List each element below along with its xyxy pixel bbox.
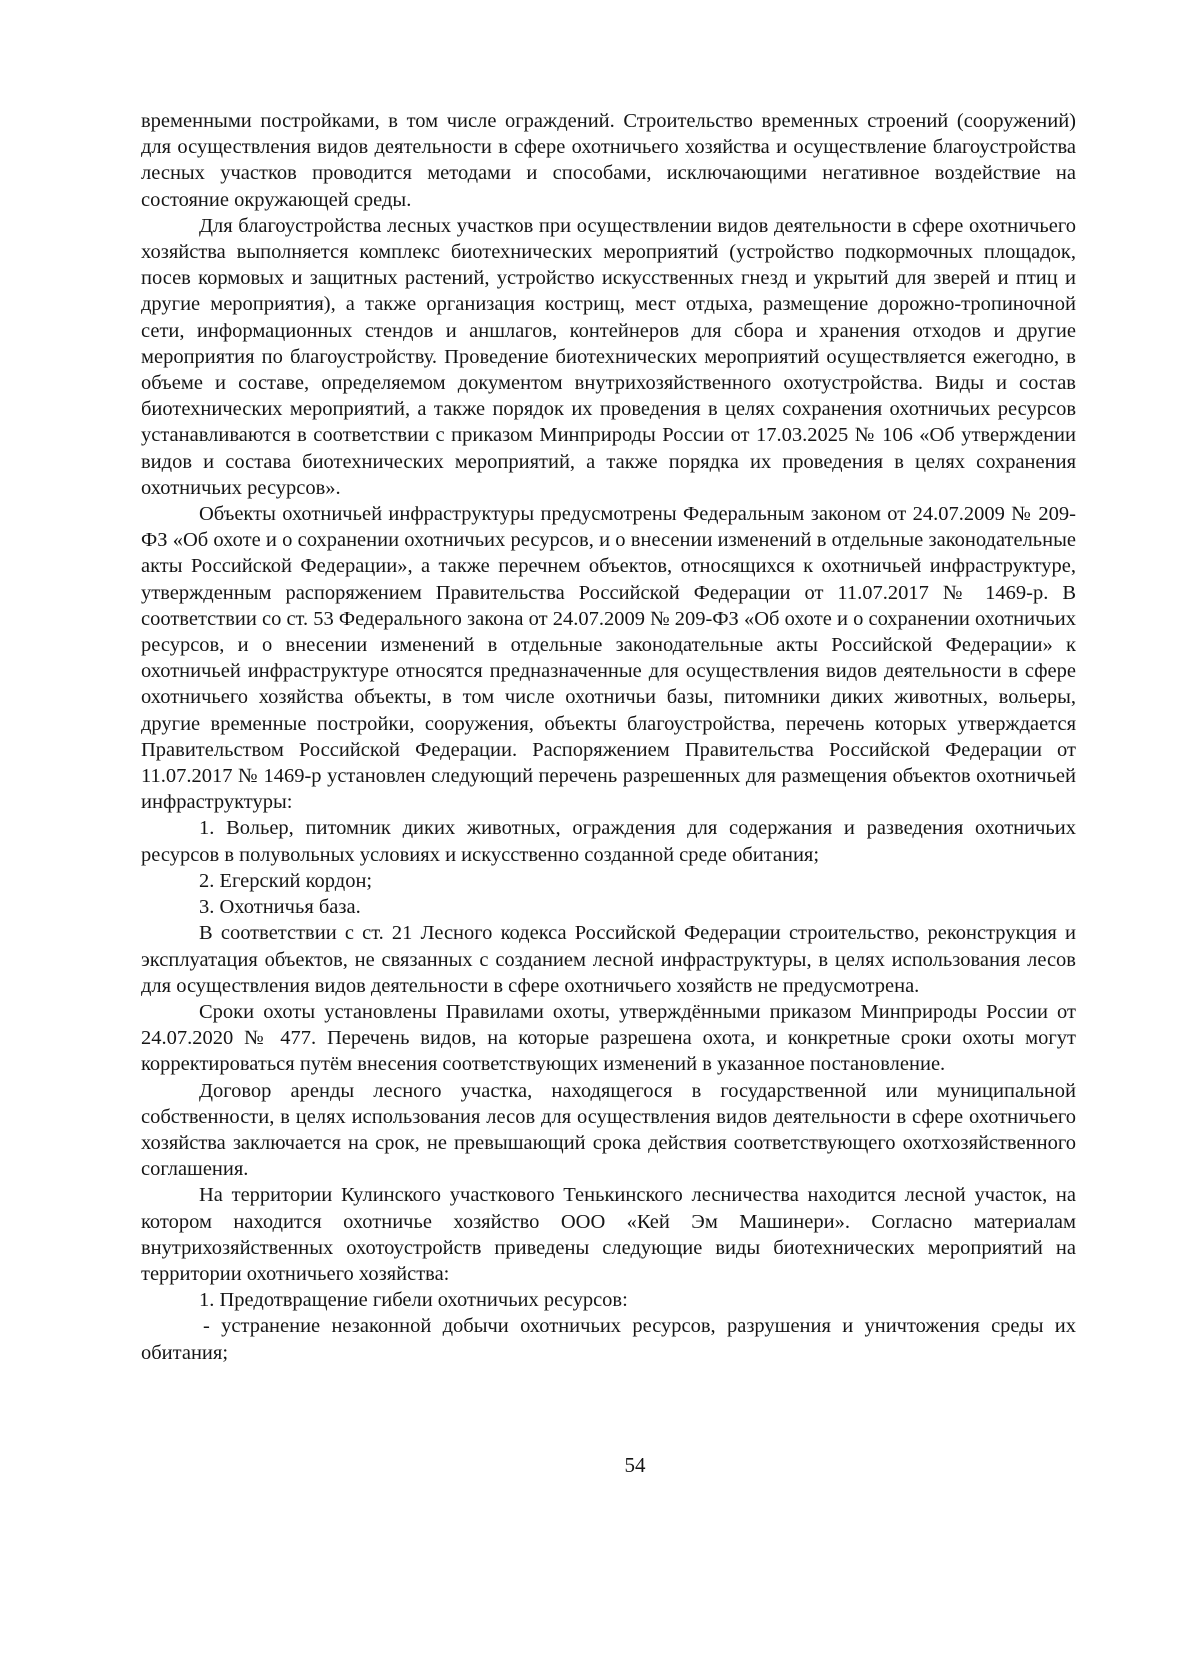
list-item: 2. Егерский кордон; bbox=[199, 869, 373, 892]
list-item: 1. Вольер, питомник диких животных, ограждения для содержания и разведения охотничьих ресурсов в полувольных условиях и искусственно созданной среде обитания; bbox=[141, 817, 1076, 866]
list-item: 1. Предотвращение гибели охотничьих ресурсов: bbox=[199, 1289, 628, 1312]
list-item: 3. Охотничья база. bbox=[199, 896, 361, 919]
paragraph: На территории Кулинского участкового Тенькинского лесничества находится лесной участок, на котором находится охотничье хозяйство ООО «Кей Эм Машинери». Согласно материалам внутрихозяйственных охотоустройств приведены следующие виды биотехнических мероприятий на территории охотничьего хозяйства: bbox=[141, 1184, 1076, 1285]
paragraph: временными постройками, в том числе ограждений. Строительство временных строений (сооружений) для осуществления видов деятельности в сфере охотничьего хозяйства и осуществление благоустройства лесных участков проводится методами и способами, исключающими негативное воздействие на состояние окружающей среды. bbox=[141, 110, 1076, 211]
document-body bbox=[141, 108, 1076, 1366]
list-item: - устранение незаконной добычи охотничьих ресурсов, разрушения и уничтожения среды их обитания; bbox=[141, 1315, 1076, 1364]
paragraph: Объекты охотничьей инфраструктуры предусмотрены Федеральным законом от 24.07.2009 № 209-ФЗ «Об охоте и о сохранении охотничьих ресурсов, и о внесении изменений в отдельные законодательные акты Российской Федерации», а также перечнем объектов, относящихся к охотничьей инфраструктуре, утвержденным распоряжением Правительства Российской Федерации от 11.07.2017 № 1469-р. В соответствии со ст. 53 Федерального закона от 24.07.2009 № 209-ФЗ «Об охоте и о сохранении охотничьих ресурсов, и о внесении изменений в отдельные законодательные акты Российской Федерации» к охотничьей инфраструктуре относятся предназначенные для осуществления видов деятельности в сфере охотничьего хозяйства объекты, в том числе охотничьи базы, питомники диких животных, вольеры, другие временные постройки, сооружения, объекты благоустройства, перечень которых утверждается Правительством Российской Федерации. Распоряжением Правительства Российской Федерации от 11.07.2017 № 1469-р установлен следующий перечень разрешенных для размещения объектов охотничьей инфраструктуры: bbox=[141, 503, 1076, 814]
paragraph: Для благоустройства лесных участков при осуществлении видов деятельности в сфере охотничьего хозяйства выполняется комплекс биотехнических мероприятий (устройство подкормочных площадок, посев кормовых и защитных растений, устройство искусственных гнезд и укрытий для зверей и птиц и другие мероприятия), а также организация кострищ, мест отдыха, размещение дорожно-тропиночной сети, информационных стендов и аншлагов, контейнеров для сбора и хранения отходов и другие мероприятия по благоустройству. Проведение биотехнических мероприятий осуществляется ежегодно, в объеме и составе, определяемом документом внутрихозяйственного охотустройства. Виды и состав биотехнических мероприятий, а также порядок их проведения в целях сохранения охотничьих ресурсов устанавливаются в соответствии с приказом Минприроды России от 17.03.2025 № 106 «Об утверждении видов и состава биотехнических мероприятий, а также порядка их проведения в целях сохранения охотничьих ресурсов». bbox=[141, 214, 1076, 499]
paragraph: Договор аренды лесного участка, находящегося в государственной или муниципальной собственности, в целях использования лесов для осуществления видов деятельности в сфере охотничьего хозяйства заключается на срок, не превышающий срока действия соответствующего охотхозяйственного соглашения. bbox=[141, 1079, 1076, 1181]
paragraph: В соответствии с ст. 21 Лесного кодекса Российской Федерации строительство, реконструкция и эксплуатация объектов, не связанных с созданием лесной инфраструктуры, в целях использования лесов для осуществления видов деятельности в сфере охотничьего хозяйств не предусмотрена. bbox=[141, 922, 1076, 997]
paragraph: Сроки охоты установлены Правилами охоты, утверждёнными приказом Минприроды России от 24.07.2020 № 477. Перечень видов, на которые разрешена охота, и конкретные сроки охоты могут корректироваться путём внесения соответствующих изменений в указанное постановление. bbox=[141, 1000, 1076, 1076]
page-number: 54 bbox=[624, 1453, 646, 1477]
